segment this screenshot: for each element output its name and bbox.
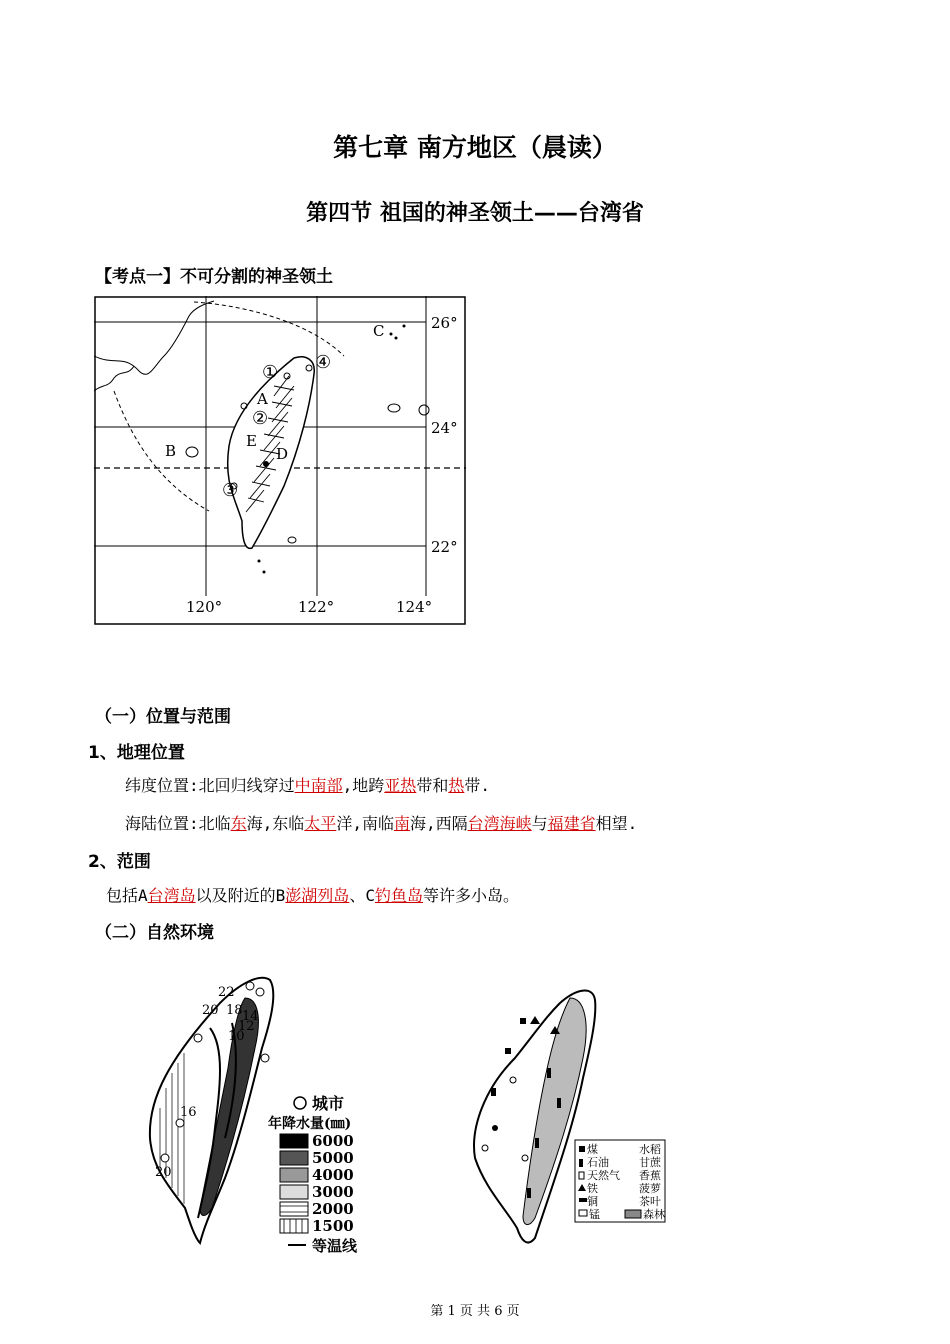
text-segment: 海陆位置:北临 xyxy=(125,814,231,833)
legend-value: 4000 xyxy=(312,1166,354,1184)
circled-label-4: ④ xyxy=(315,352,332,373)
text-segment: 以及附近的B xyxy=(195,886,286,905)
kaodian-heading: 【考点一】不可分割的神圣领土 xyxy=(95,267,333,287)
lat-label-22: 22° xyxy=(431,538,458,556)
legend-value: 1500 xyxy=(312,1217,354,1235)
circled-label-3: ③ xyxy=(222,480,239,501)
answer-segment: 福建省 xyxy=(547,814,596,833)
section1-heading: （一）位置与范围 xyxy=(95,707,231,727)
taiwan-location-map xyxy=(94,296,466,626)
chapter-title: 第七章 南方地区（晨读） xyxy=(333,133,617,162)
legend-resource: 铁 xyxy=(587,1182,598,1195)
answer-segment: 钓鱼岛 xyxy=(374,886,423,905)
text-segment: 包括A xyxy=(106,886,148,905)
isotherm-label: 22 xyxy=(218,985,235,1000)
legend-resource: 天然气 xyxy=(587,1169,620,1182)
isotherm-label: 10 xyxy=(228,1029,245,1044)
point-label-e: E xyxy=(246,432,257,450)
legend-resource: 铜 xyxy=(587,1195,598,1208)
legend-city-label: 城市 xyxy=(312,1094,345,1113)
legend-value: 3000 xyxy=(312,1183,354,1201)
text-segment: ,地跨 xyxy=(342,776,385,795)
sea-land-position-line xyxy=(125,811,637,834)
point-label-a: A xyxy=(257,390,268,408)
text-segment: 、C xyxy=(349,886,375,905)
answer-segment: 台湾海峡 xyxy=(467,814,532,833)
answer-segment: 太平 xyxy=(304,814,337,833)
lon-label-120: 120° xyxy=(186,598,223,616)
legend-resource: 石油 xyxy=(587,1156,609,1169)
isotherm-label: 20 xyxy=(202,1003,219,1018)
answer-segment: 中南部 xyxy=(294,776,343,795)
point-label-d: D xyxy=(276,445,289,463)
legend-isotherm-label: 等温线 xyxy=(312,1237,358,1255)
answer-segment: 南 xyxy=(393,814,410,833)
climate-map xyxy=(140,968,380,1258)
answer-segment: 亚热 xyxy=(384,776,417,795)
legend-crop: 茶叶 xyxy=(639,1195,661,1208)
lat-label-26: 26° xyxy=(431,314,458,332)
legend-resource: 煤 xyxy=(587,1143,598,1156)
text-segment: 等许多小岛。 xyxy=(422,886,519,905)
circled-label-2: ② xyxy=(252,408,269,429)
answer-segment: 东 xyxy=(230,814,247,833)
range-heading: 2、范围 xyxy=(88,852,151,872)
lat-label-24: 24° xyxy=(431,419,458,437)
legend-rain-title: 年降水量(㎜) xyxy=(268,1116,352,1132)
text-segment: 纬度位置:北回归线穿过 xyxy=(125,776,295,795)
text-segment: 带和 xyxy=(416,776,449,795)
legend-crop: 森林 xyxy=(643,1208,665,1221)
text-segment: 与 xyxy=(531,814,548,833)
text-segment: 海,西隔 xyxy=(409,814,468,833)
legend-value: 2000 xyxy=(312,1200,354,1218)
section-title: 第四节 祖国的神圣领土——台湾省 xyxy=(306,201,644,226)
point-label-b: B xyxy=(165,442,177,460)
lon-label-122: 122° xyxy=(298,598,335,616)
answer-segment: 澎湖列岛 xyxy=(285,886,350,905)
answer-segment: 台湾岛 xyxy=(147,886,196,905)
legend-crop: 香蕉 xyxy=(639,1169,661,1182)
geo-position-heading: 1、地理位置 xyxy=(88,743,185,763)
text-segment: 相望. xyxy=(595,814,638,833)
text-segment: 带. xyxy=(464,776,490,795)
section2-heading: （二）自然环境 xyxy=(95,923,214,943)
page-footer: 第 1 页 共 6 页 xyxy=(430,1304,520,1319)
isotherm-label: 18 xyxy=(226,1003,243,1018)
isotherm-label: 20 xyxy=(155,1165,172,1180)
circled-label-1: ① xyxy=(262,362,279,383)
range-line xyxy=(106,883,519,906)
answer-segment: 热 xyxy=(448,776,465,795)
legend-value: 6000 xyxy=(312,1132,354,1150)
legend-crop: 甘蔗 xyxy=(639,1156,661,1169)
isotherm-label: 14 xyxy=(242,1009,259,1024)
legend-resource: 锰 xyxy=(589,1208,600,1221)
legend-crop: 水稻 xyxy=(639,1143,661,1156)
resources-map xyxy=(465,978,670,1260)
legend-crop: 菠萝 xyxy=(639,1182,661,1195)
legend-value: 5000 xyxy=(312,1149,354,1167)
point-label-c: C xyxy=(373,322,385,340)
latitude-position-line xyxy=(125,773,490,796)
text-segment: 洋,南临 xyxy=(336,814,394,833)
lon-label-124: 124° xyxy=(396,598,433,616)
text-segment: 海,东临 xyxy=(246,814,305,833)
isotherm-label: 16 xyxy=(180,1105,197,1120)
isotherm-label: 12 xyxy=(238,1019,255,1034)
